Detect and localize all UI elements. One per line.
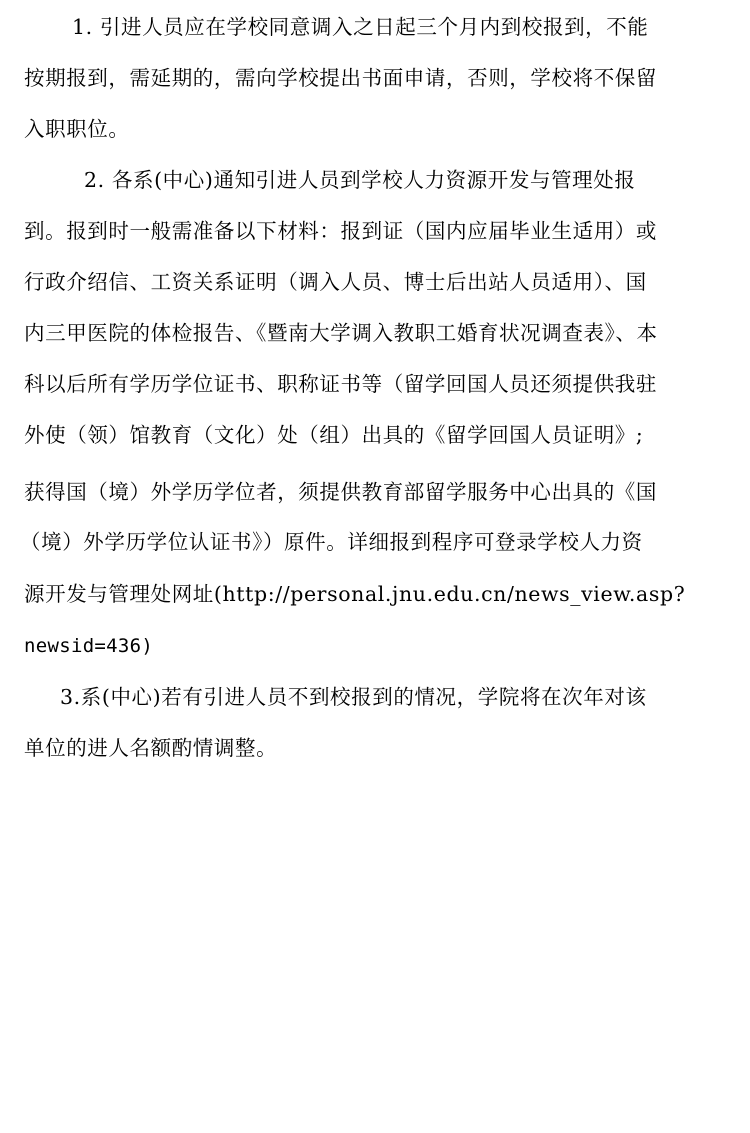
paragraph-1-line-2: 按期报到，需延期的，需向学校提出书面申请，否则，学校将不保留: [24, 66, 657, 90]
paragraph-2-line-10: newsid=436): [24, 635, 154, 657]
paragraph-3-line-2: 单位的进人名额酌情调整。: [24, 736, 278, 760]
paragraph-2-line-3: 行政介绍信、工资关系证明（调入人员、博士后出站人员适用）、国: [24, 270, 647, 294]
paragraph-3-line-1: 3.系(中心)若有引进人员不到校报到的情况，学院将在次年对该: [60, 685, 647, 709]
paragraph-1-line-1: 1. 引进人员应在学校同意调入之日起三个月内到校报到，不能: [72, 15, 649, 39]
paragraph-2-line-5: 科以后所有学历学位证书、职称证书等（留学回国人员还须提供我驻: [24, 372, 657, 396]
paragraph-2-line-2: 到。报到时一般需准备以下材料：报到证（国内应届毕业生适用）或: [24, 219, 657, 243]
paragraph-2-line-7: 获得国（境）外学历学位者，须提供教育部留学服务中心出具的《国: [24, 480, 657, 504]
paragraph-2-line-4: 内三甲医院的体检报告、《暨南大学调入教职工婚育状况调查表》、本: [24, 321, 658, 345]
paragraph-2-line-6: 外使（领）馆教育（文化）处（组）出具的《留学回国人员证明》;: [24, 423, 644, 447]
paragraph-2-line-1: 2. 各系(中心)通知引进人员到学校人力资源开发与管理处报: [84, 168, 636, 192]
paragraph-1-line-3: 入职职位。: [24, 117, 130, 141]
paragraph-2-line-9: 源开发与管理处网址(http://personal.jnu.edu.cn/news_view.asp?: [24, 582, 686, 606]
paragraph-2-line-8: （境）外学历学位认证书》）原件。详细报到程序可登录学校人力资: [20, 530, 643, 554]
